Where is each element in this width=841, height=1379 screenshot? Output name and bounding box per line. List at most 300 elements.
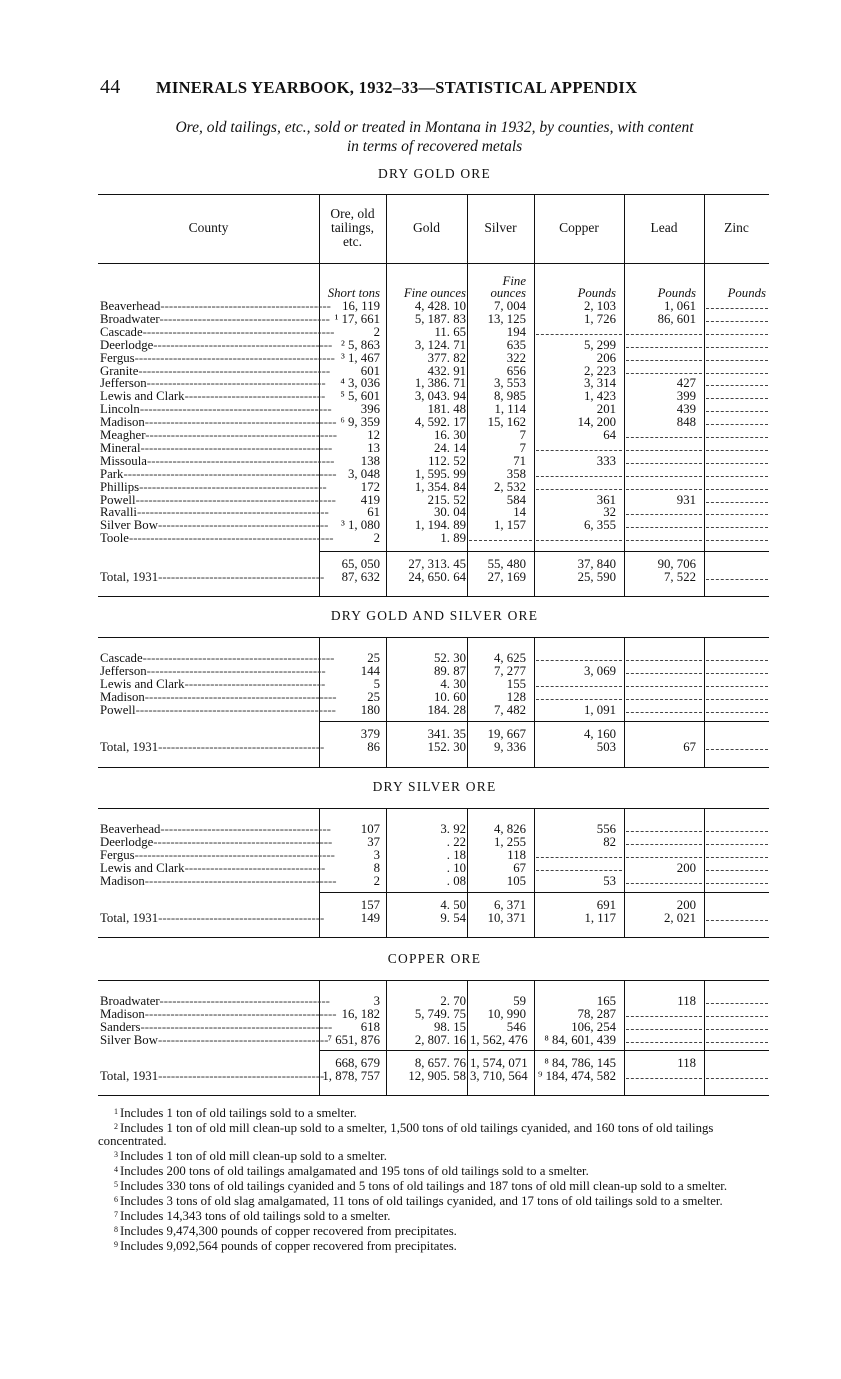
copper-cell: 1, 423 [584, 389, 616, 404]
county-name: Deerlodge [100, 834, 154, 849]
empty-cell-dash [626, 857, 702, 858]
leader-dots: --------------------------------------------- [139, 402, 332, 417]
silver-cell: 546 [506, 1019, 526, 1034]
empty-cell-dash [706, 373, 768, 374]
county-name: Broadwater [100, 994, 160, 1008]
county-name: Lewis and Clark [100, 860, 185, 875]
ore-cell: 149 [360, 911, 380, 925]
lead-cell: 200 [676, 898, 696, 912]
lead-cell: 118 [677, 994, 696, 1008]
empty-cell-dash [706, 514, 768, 515]
county-name: Powell [100, 702, 136, 717]
empty-cell-dash [706, 844, 768, 845]
copper-cell: 6, 355 [584, 518, 616, 533]
copper-unit: Pounds [577, 286, 616, 300]
empty-cell-dash [626, 437, 702, 438]
silver-cell: 7, 482 [494, 702, 526, 717]
county-name: Meagher [100, 428, 146, 442]
county-name: Madison [100, 873, 145, 888]
empty-cell-dash [706, 579, 768, 580]
footnote [98, 1238, 771, 1253]
empty-cell-dash [536, 489, 622, 490]
leader-dots: ----------------------------------------------- [134, 847, 335, 862]
copper-cell: 4, 160 [584, 727, 616, 741]
gold-cell: 4. 50 [440, 898, 466, 912]
footnote [98, 1223, 771, 1238]
county-name: Fergus [100, 350, 135, 365]
section-title: COPPER ORE [387, 951, 482, 966]
ore-cell: ² 5, 863 [340, 337, 380, 352]
county-name: Phillips [100, 479, 140, 494]
lead-cell: 118 [677, 1056, 696, 1070]
ore-cell: 25 [367, 651, 380, 665]
leader-dots: --------------------------------- [184, 676, 326, 691]
gold-cell: 377. 82 [427, 350, 466, 365]
empty-cell-dash [706, 1003, 768, 1004]
empty-cell-dash [626, 1042, 702, 1043]
county-name: Madison [100, 1006, 145, 1021]
header-rule [98, 263, 769, 264]
gold-cell: 1. 89 [440, 531, 466, 546]
county-name: Beaverhead [100, 299, 161, 313]
ore-cell: 25 [367, 689, 380, 704]
leader-dots: --------------------------------------- [158, 570, 325, 584]
empty-cell-dash [536, 476, 622, 477]
gold-cell: 9. 54 [440, 911, 466, 925]
leader-dots: --------------------------------------------- [144, 1006, 337, 1021]
copper-cell: 556 [596, 822, 616, 836]
empty-cell-dash [626, 1029, 702, 1030]
copper-cell: 206 [596, 350, 616, 365]
empty-cell-dash [706, 1078, 768, 1079]
empty-cell-dash [706, 1016, 768, 1017]
ore-cell: 396 [360, 402, 380, 417]
table-row [98, 532, 769, 545]
total-separator [319, 721, 769, 722]
ore-cell: 16, 119 [342, 299, 380, 313]
table-row [98, 875, 769, 888]
county-cell [100, 702, 336, 717]
footnote [98, 1208, 771, 1223]
silver-cell: 7, 277 [494, 663, 526, 678]
table-row [98, 1034, 769, 1047]
empty-cell-dash [706, 347, 768, 348]
copper-cell: 361 [596, 492, 616, 507]
empty-cell-dash [626, 463, 702, 464]
section-bottom-rule [98, 767, 769, 768]
silver-cell: 6, 371 [494, 898, 526, 912]
ore-cell: 12 [367, 428, 380, 442]
silver-cell: 105 [506, 873, 526, 888]
page-number: 44 [100, 76, 121, 98]
silver-cell: 8, 985 [494, 389, 526, 404]
copper-cell: 2, 103 [584, 299, 616, 313]
empty-cell-dash [706, 831, 768, 832]
leader-dots: ----------------------------------------------- [134, 350, 335, 365]
total-1931-label [100, 911, 325, 925]
county-name: Cascade [100, 324, 143, 339]
lead-cell: 7, 522 [664, 570, 696, 584]
leader-dots: --------------------------------------------- [144, 873, 337, 888]
total-separator [319, 1050, 769, 1051]
ore-cell: 13 [367, 440, 380, 455]
leader-dots: --------------------------------------------- [145, 428, 338, 442]
county-cell [100, 531, 334, 546]
total-1931-label [100, 740, 325, 754]
leader-dots: ---------------------------------------- [157, 1032, 329, 1047]
silver-cell: 55, 480 [487, 557, 526, 571]
section-bottom-rule [98, 937, 769, 938]
county-column-header: County [188, 220, 229, 235]
caption-line-1: Ore, old tailings, etc., sold or treated in Montana in 1932, by counties, with content [175, 119, 694, 136]
ore-cell: 87, 632 [341, 570, 380, 584]
footnote-mark: 6 [114, 1195, 118, 1204]
gold-cell: 16. 30 [434, 428, 466, 442]
empty-cell-dash [706, 385, 768, 386]
ore-cell: 65, 050 [341, 557, 380, 571]
leader-dots: --------------------------------- [184, 389, 326, 404]
empty-cell-dash [626, 1078, 702, 1079]
empty-cell-dash [706, 502, 768, 503]
empty-cell-dash [536, 660, 622, 661]
ore-cell: ⁵ 5, 601 [340, 389, 380, 404]
silver-cell: 71 [513, 453, 526, 468]
total-separator [319, 892, 769, 893]
gold-cell: 5, 187. 83 [414, 311, 466, 326]
copper-cell: 32 [603, 505, 616, 520]
silver-cell: 635 [506, 337, 526, 352]
ore-cell: 419 [360, 492, 380, 507]
leader-dots: -------------------------------------------- [146, 453, 335, 468]
footnote-mark: 1 [114, 1107, 118, 1116]
silver-cell: 656 [506, 363, 526, 378]
empty-cell-dash [626, 540, 702, 541]
footnote-text: Includes 1 ton of old mill clean-up sold to a smelter, 1,500 tons of old tailings cyanided, and 160 tons of old tailings concentrated. [98, 1121, 714, 1148]
silver-cell: 1, 157 [494, 518, 526, 533]
gold-cell: 98. 15 [434, 1019, 466, 1034]
silver-cell: 1, 562, 476 [470, 1032, 528, 1047]
empty-cell-dash [706, 749, 768, 750]
footnote [98, 1120, 771, 1148]
footnote-text: Includes 200 tons of old tailings amalgamated and 195 tons of old tailings sold to a smelter. [120, 1164, 589, 1178]
ore-cell: ¹ 17, 661 [334, 311, 380, 326]
section-title: DRY GOLD AND SILVER ORE [330, 608, 539, 623]
silver-cell: 194 [506, 324, 526, 339]
county-name: Missoula [100, 453, 147, 468]
lead-cell: 1, 061 [664, 299, 696, 313]
county-name: Lewis and Clark [100, 389, 185, 404]
silver-cell: 358 [506, 466, 526, 481]
leader-dots: --------------------------------- [184, 860, 326, 875]
silver-cell: 1, 114 [494, 402, 526, 417]
copper-cell: 25, 590 [577, 570, 616, 584]
ore-cell: 16, 182 [341, 1006, 380, 1021]
footnote-text: Includes 14,343 tons of old tailings sold to a smelter. [120, 1209, 391, 1223]
silver-cell: 1, 255 [494, 834, 526, 849]
empty-cell-dash [706, 411, 768, 412]
county-name: Silver Bow [100, 1032, 158, 1047]
section-bottom-rule [98, 1095, 769, 1096]
lead-cell: 427 [676, 376, 696, 391]
county-cell [100, 873, 337, 888]
empty-cell-dash [626, 489, 702, 490]
total-row [98, 571, 769, 584]
county-name: Total, 1931 [100, 911, 159, 925]
leader-dots: ----------------------------------------------- [135, 702, 336, 717]
silver-cell: 19, 667 [487, 727, 526, 741]
silver-cell: 155 [506, 676, 526, 691]
footnote-mark: 5 [114, 1180, 118, 1189]
gold-cell: 215. 52 [427, 492, 466, 507]
ore-cell: 2 [373, 531, 380, 546]
silver-unit-line-1: Fine [502, 274, 526, 288]
leader-dots: ------------------------------------------ [146, 376, 326, 391]
leader-dots: --------------------------------------------- [144, 415, 337, 430]
leader-dots: -------------------------------------------- [139, 479, 327, 494]
empty-cell-dash [536, 699, 622, 700]
silver-cell: 10, 990 [487, 1006, 526, 1021]
table-caption [98, 118, 771, 156]
footnote-text: Includes 1 ton of old tailings sold to a smelter. [120, 1106, 357, 1120]
leader-dots: --------------------------------------------- [136, 505, 329, 520]
county-name: Madison [100, 415, 145, 430]
silver-cell: 4, 826 [494, 822, 526, 836]
gold-cell: 112. 52 [428, 453, 466, 468]
county-name: Total, 1931 [100, 740, 159, 754]
silver-cell: 59 [513, 994, 526, 1008]
empty-cell-dash [626, 450, 702, 451]
copper-cell: 78, 287 [577, 1006, 616, 1021]
gold-cell: . 10 [446, 860, 466, 875]
section-title: DRY GOLD ORE [378, 166, 491, 181]
leader-dots: --------------------------------------------- [144, 689, 337, 704]
footnote-mark: 3 [114, 1150, 118, 1159]
footnotes [98, 1105, 771, 1253]
empty-cell-dash [536, 870, 622, 871]
ore-cell: 618 [360, 1019, 380, 1034]
silver-cell: 15, 162 [487, 415, 526, 430]
gold-cell: 30. 04 [434, 505, 466, 520]
empty-cell-dash [536, 450, 622, 451]
gold-cell: 181. 48 [427, 402, 466, 417]
county-name: Deerlodge [100, 337, 154, 352]
ore-cell: 107 [360, 822, 380, 836]
ore-cell: ³ 1, 467 [340, 350, 380, 365]
ore-cell: 379 [360, 727, 380, 741]
footnote [98, 1193, 771, 1208]
empty-cell-dash [626, 514, 702, 515]
lead-cell: 86, 601 [657, 311, 696, 326]
copper-cell: 53 [603, 873, 616, 888]
copper-cell: 1, 091 [584, 702, 616, 717]
silver-cell: 1, 574, 071 [470, 1056, 528, 1070]
county-cell [100, 1032, 329, 1047]
copper-cell: 2, 223 [584, 363, 616, 378]
empty-cell-dash [706, 360, 768, 361]
copper-cell: 201 [596, 402, 616, 417]
empty-cell-dash [706, 686, 768, 687]
ore-cell: 172 [360, 479, 380, 494]
gold-cell: . 22 [446, 834, 466, 849]
ore-cell: ⁴ 3, 036 [340, 376, 380, 391]
footnote-mark: 9 [114, 1240, 118, 1249]
copper-cell: 64 [603, 428, 616, 442]
empty-cell-dash [626, 660, 702, 661]
copper-cell: 106, 254 [571, 1019, 616, 1034]
county-name: Cascade [100, 651, 143, 665]
ore-cell: 668, 679 [335, 1056, 380, 1070]
county-name: Silver Bow [100, 518, 158, 533]
county-name: Jefferson [100, 663, 147, 678]
empty-cell-dash [706, 870, 768, 871]
empty-cell-dash [706, 1042, 768, 1043]
gold-column-header: Gold [413, 220, 440, 235]
silver-column-header: Silver [484, 220, 517, 235]
footnote [98, 1163, 771, 1178]
empty-cell-dash [626, 831, 702, 832]
footnote-text: Includes 1 ton of old mill clean-up sold to a smelter. [120, 1149, 387, 1163]
gold-cell: 152. 30 [427, 740, 466, 754]
county-name: Madison [100, 689, 145, 704]
footnote [98, 1148, 771, 1163]
silver-unit-line-2: ounces [490, 286, 526, 300]
ore-cell: 144 [360, 663, 380, 678]
ore-cell: 5 [373, 676, 380, 691]
leader-dots: --------------------------------------- [158, 1069, 325, 1083]
empty-cell-dash [706, 308, 768, 309]
county-name: Total, 1931 [100, 1069, 159, 1083]
gold-cell: 3. 92 [440, 822, 466, 836]
empty-cell-dash [626, 686, 702, 687]
lead-cell: 848 [676, 415, 696, 430]
table-section [98, 981, 769, 1095]
total-row [98, 912, 769, 925]
leader-dots: ------------------------------------------ [146, 663, 326, 678]
empty-cell-dash [536, 857, 622, 858]
silver-cell: 322 [506, 350, 526, 365]
gold-cell: 432. 91 [427, 363, 466, 378]
running-title: MINERALS YEARBOOK, 1932–33—STATISTICAL APPENDIX [156, 78, 638, 97]
empty-cell-dash [706, 424, 768, 425]
silver-cell: 2, 532 [494, 479, 526, 494]
county-name: Toole [100, 531, 129, 546]
empty-cell-dash [626, 334, 702, 335]
gold-cell: 3, 043. 94 [414, 389, 466, 404]
gold-cell: 2, 807. 16 [414, 1032, 466, 1047]
copper-cell: 14, 200 [577, 415, 616, 430]
empty-cell-dash [469, 540, 532, 541]
copper-cell: ⁸ 84, 601, 439 [544, 1032, 616, 1047]
zinc-unit: Pounds [727, 286, 766, 300]
ore-cell: 8 [373, 860, 380, 875]
empty-cell-dash [706, 540, 768, 541]
leader-dots: ---------------------------------------- [157, 518, 329, 533]
county-name: Ravalli [100, 505, 137, 520]
leader-dots: ---------------------------------------- [159, 994, 330, 1008]
silver-cell: 27, 169 [487, 570, 526, 584]
footnote [98, 1178, 771, 1193]
copper-cell: 165 [596, 994, 616, 1008]
ore-cell: 2 [373, 324, 380, 339]
leader-dots: ---------------------------------------- [160, 822, 331, 836]
copper-cell: 503 [596, 740, 616, 754]
county-name: Lewis and Clark [100, 676, 185, 691]
ore-cell: ⁶ 9, 359 [340, 415, 380, 430]
empty-cell-dash [536, 334, 622, 335]
ore-cell: ³ 1, 080 [340, 518, 380, 533]
silver-cell: 7 [519, 440, 526, 455]
footnote-mark: 2 [114, 1122, 118, 1131]
empty-cell-dash [706, 321, 768, 322]
empty-cell-dash [536, 540, 622, 541]
ore-cell: 61 [367, 505, 380, 520]
gold-cell: 24. 14 [434, 440, 466, 455]
silver-cell: 7 [519, 428, 526, 442]
empty-cell-dash [706, 398, 768, 399]
copper-cell: 333 [596, 453, 616, 468]
ore-column-header: Ore, old tailings, etc. [330, 206, 375, 249]
zinc-column-header: Zinc [724, 220, 749, 235]
gold-cell: . 18 [446, 847, 466, 862]
leader-dots: --------------------------------------------- [138, 363, 331, 378]
lead-cell: 200 [676, 860, 696, 875]
table-section [98, 195, 769, 596]
empty-cell-dash [626, 1016, 702, 1017]
ore-cell: 2 [373, 873, 380, 888]
empty-cell-dash [706, 673, 768, 674]
gold-cell: 1, 386. 71 [414, 376, 466, 391]
silver-cell: 3, 553 [494, 376, 526, 391]
empty-cell-dash [626, 373, 702, 374]
leader-dots: --------------------------------------------- [140, 1019, 333, 1034]
county-name: Granite [100, 363, 139, 378]
empty-cell-dash [626, 527, 702, 528]
lead-cell: 399 [676, 389, 696, 404]
gold-cell: 89. 87 [434, 663, 466, 678]
silver-cell: 10, 371 [487, 911, 526, 925]
copper-cell: 1, 726 [584, 311, 616, 326]
gold-unit: Fine ounces [403, 286, 466, 300]
leader-dots: --------------------------------------------- [140, 440, 333, 455]
gold-cell: 11. 65 [434, 324, 466, 339]
total-1931-label [100, 1069, 325, 1083]
ore-cell: 3 [373, 994, 380, 1008]
leader-dots: ------------------------------------------ [153, 834, 333, 849]
leader-dots: --------------------------------------- [158, 911, 325, 925]
leader-dots: ------------------------------------------------ [128, 531, 334, 546]
running-header [100, 76, 740, 99]
county-name: Park [100, 466, 124, 481]
table-section [98, 638, 769, 767]
silver-cell: 3, 710, 564 [470, 1069, 528, 1083]
leader-dots: ------------------------------------------ [153, 337, 333, 352]
lead-column-header: Lead [650, 220, 678, 235]
gold-cell: 2. 70 [440, 994, 466, 1008]
gold-cell: 3, 124. 71 [414, 337, 466, 352]
county-name: Beaverhead [100, 822, 161, 836]
footnote-mark: 8 [114, 1225, 118, 1234]
table-row [98, 704, 769, 717]
gold-cell: 8, 657. 76 [414, 1056, 466, 1070]
total-row [98, 741, 769, 754]
empty-cell-dash [706, 857, 768, 858]
gold-cell: 4. 30 [440, 676, 466, 691]
empty-cell-dash [706, 463, 768, 464]
footnote [98, 1105, 771, 1120]
section-title: DRY SILVER ORE [372, 779, 497, 794]
empty-cell-dash [626, 712, 702, 713]
ore-cell: ⁷ 651, 876 [327, 1032, 380, 1047]
